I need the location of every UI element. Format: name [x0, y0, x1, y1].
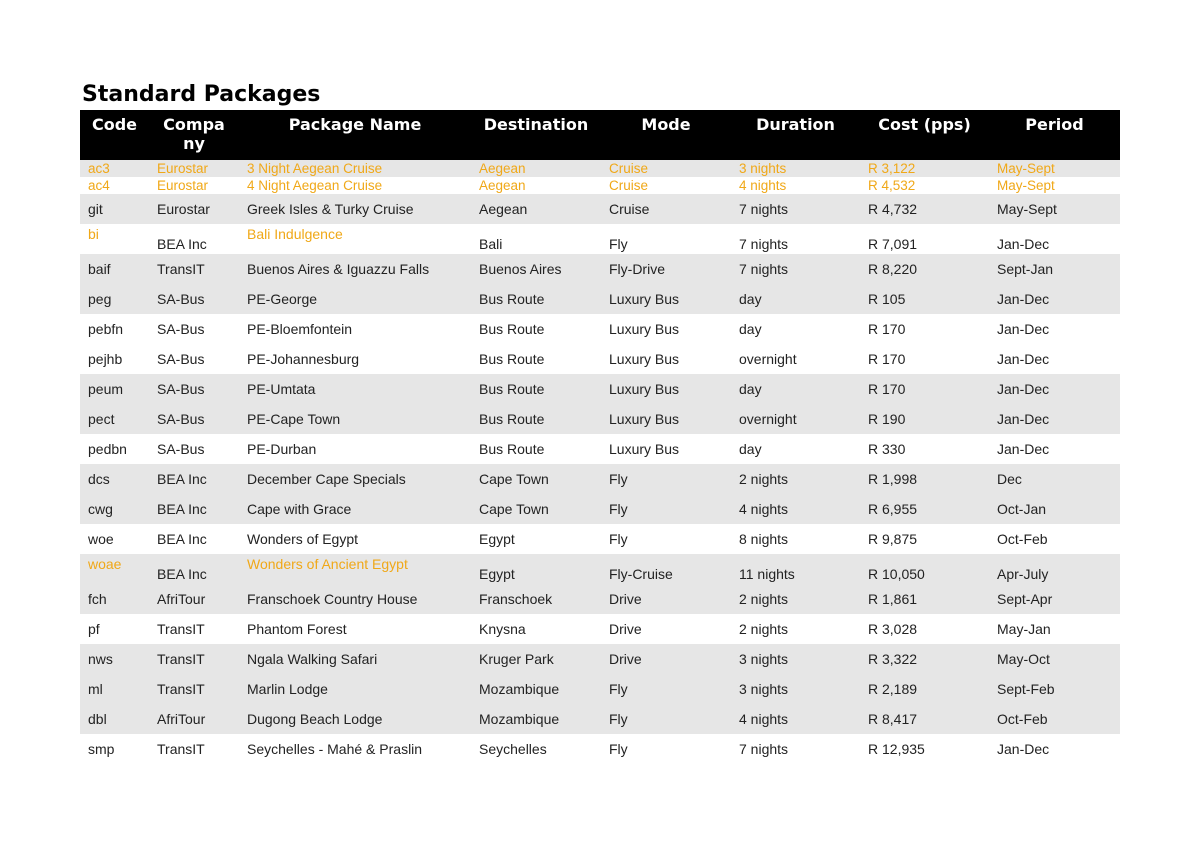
cell-period: Apr-July	[997, 566, 1049, 582]
header-duration: Duration	[756, 115, 835, 134]
cell-destination: Franschoek	[479, 591, 553, 607]
cell-mode: Fly	[609, 711, 628, 727]
cell-company: TransIT	[157, 681, 205, 697]
cell-company: SA-Bus	[157, 291, 205, 307]
cell-company: Eurostar	[157, 201, 210, 217]
cell-code: dcs	[88, 471, 110, 487]
cell-period: Oct-Jan	[997, 501, 1047, 517]
cell-package-name: PE-Johannesburg	[247, 351, 360, 367]
cell-cost: R 1,998	[868, 471, 918, 487]
cell-period: Jan-Dec	[997, 291, 1050, 307]
cell-duration: 11 nights	[739, 566, 795, 582]
cell-destination: Aegean	[479, 178, 526, 193]
cell-code: fch	[88, 591, 107, 607]
cell-duration: day	[739, 291, 762, 307]
cell-company: BEA Inc	[157, 471, 207, 487]
cell-company: BEA Inc	[157, 236, 207, 252]
cell-duration: day	[739, 381, 762, 397]
cell-code: pedbn	[88, 441, 127, 457]
table-row	[80, 284, 1120, 314]
cell-package-name: PE-Bloemfontein	[247, 321, 353, 337]
cell-mode: Luxury Bus	[609, 441, 680, 457]
cell-package-name: Wonders of Ancient Egypt	[247, 556, 408, 572]
cell-cost: R 1,861	[868, 591, 918, 607]
cell-duration: day	[739, 441, 762, 457]
cell-destination: Bus Route	[479, 381, 545, 397]
cell-mode: Cruise	[609, 201, 650, 217]
cell-duration: 8 nights	[739, 531, 789, 547]
cell-destination: Bus Route	[479, 291, 545, 307]
cell-package-name: Marlin Lodge	[247, 681, 328, 697]
cell-mode: Cruise	[609, 178, 649, 193]
header-package-name: Package Name	[288, 115, 422, 134]
cell-company: BEA Inc	[157, 531, 207, 547]
cell-duration: 2 nights	[739, 591, 789, 607]
cell-company: BEA Inc	[157, 501, 207, 517]
cell-period: May-Jan	[997, 621, 1051, 637]
cell-code: cwg	[88, 501, 113, 517]
cell-cost: R 7,091	[868, 236, 918, 252]
cell-cost: R 4,532	[868, 178, 916, 193]
cell-package-name: 3 Night Aegean Cruise	[247, 161, 383, 176]
cell-package-name: PE-Durban	[247, 441, 317, 457]
cell-cost: R 330	[868, 441, 906, 457]
cell-package-name: Phantom Forest	[247, 621, 347, 637]
cell-company: AfriTour	[157, 711, 206, 727]
cell-destination: Kruger Park	[479, 651, 554, 667]
cell-code: git	[88, 201, 103, 217]
header-code: Code	[91, 115, 138, 134]
table-row	[80, 464, 1120, 494]
header-company-line: ny	[183, 134, 205, 153]
cell-period: Dec	[997, 471, 1022, 487]
table-row	[80, 344, 1120, 374]
cell-package-name: Buenos Aires & Iguazzu Falls	[247, 261, 430, 277]
cell-duration: 3 nights	[739, 161, 787, 176]
cell-destination: Mozambique	[479, 681, 560, 697]
header-period: Period	[1025, 115, 1084, 134]
cell-company: SA-Bus	[157, 411, 205, 427]
cell-mode: Drive	[609, 591, 642, 607]
header-mode: Mode	[641, 115, 691, 134]
cell-company: TransIT	[157, 621, 205, 637]
cell-package-name: Cape with Grace	[247, 501, 352, 517]
cell-mode: Fly	[609, 741, 628, 757]
cell-company: SA-Bus	[157, 381, 205, 397]
table-row	[80, 434, 1120, 464]
cell-package-name: Ngala Walking Safari	[247, 651, 378, 667]
cell-code: nws	[88, 651, 113, 667]
cell-cost: R 170	[868, 351, 906, 367]
cell-mode: Fly	[609, 531, 628, 547]
cell-destination: Egypt	[479, 566, 515, 582]
table-row	[80, 160, 1120, 177]
cell-mode: Fly	[609, 471, 628, 487]
cell-code: pect	[88, 411, 115, 427]
cell-destination: Bali	[479, 236, 503, 252]
cell-cost: R 3,322	[868, 651, 918, 667]
cell-destination: Aegean	[479, 201, 528, 217]
table-row	[80, 644, 1120, 674]
cell-code: woae	[88, 556, 122, 572]
cell-period: Sept-Jan	[997, 261, 1054, 277]
cell-mode: Luxury Bus	[609, 321, 680, 337]
cell-cost: R 4,732	[868, 201, 918, 217]
cell-cost: R 8,220	[868, 261, 918, 277]
cell-period: May-Sept	[997, 161, 1055, 176]
cell-company: Eurostar	[157, 161, 209, 176]
cell-period: Jan-Dec	[997, 441, 1050, 457]
cell-mode: Luxury Bus	[609, 411, 680, 427]
table-header-row	[80, 110, 1120, 160]
cell-cost: R 170	[868, 381, 906, 397]
cell-company: TransIT	[157, 651, 205, 667]
cell-company: SA-Bus	[157, 351, 205, 367]
cell-destination: Knysna	[479, 621, 526, 637]
header-company	[149, 110, 239, 160]
cell-destination: Cape Town	[479, 471, 549, 487]
page-title: Standard Packages	[82, 82, 321, 107]
cell-code: ac3	[88, 161, 110, 176]
table-row	[80, 674, 1120, 704]
cell-duration: 7 nights	[739, 201, 789, 217]
cell-code: ac4	[88, 178, 110, 193]
cell-code: smp	[88, 741, 115, 757]
cell-code: dbl	[88, 711, 107, 727]
header-destination: Destination	[483, 115, 589, 134]
cell-cost: R 2,189	[868, 681, 918, 697]
cell-code: peum	[88, 381, 124, 397]
cell-cost: R 190	[868, 411, 906, 427]
cell-duration: day	[739, 321, 762, 337]
cell-duration: 4 nights	[739, 178, 787, 193]
cell-mode: Fly-Cruise	[609, 566, 673, 582]
cell-mode: Fly-Drive	[609, 261, 665, 277]
table-row	[80, 584, 1120, 614]
cell-package-name: Franschoek Country House	[247, 591, 418, 607]
cell-duration: 4 nights	[739, 711, 789, 727]
cell-period: May-Oct	[997, 651, 1050, 667]
packages-table	[80, 110, 1120, 764]
table-row	[80, 524, 1120, 554]
cell-mode: Cruise	[609, 161, 649, 176]
cell-code: woe	[88, 531, 114, 547]
cell-package-name: PE-Umtata	[247, 381, 316, 397]
cell-destination: Bus Route	[479, 321, 545, 337]
cell-destination: Bus Route	[479, 351, 545, 367]
cell-duration: 7 nights	[739, 261, 789, 277]
cell-destination: Mozambique	[479, 711, 560, 727]
cell-period: Sept-Feb	[997, 681, 1055, 697]
cell-destination: Bus Route	[479, 411, 545, 427]
cell-package-name: Dugong Beach Lodge	[247, 711, 383, 727]
cell-cost: R 170	[868, 321, 906, 337]
cell-mode: Drive	[609, 621, 642, 637]
table-row	[80, 314, 1120, 344]
cell-destination: Bus Route	[479, 441, 545, 457]
cell-period: Jan-Dec	[997, 411, 1050, 427]
cell-destination: Seychelles	[479, 741, 547, 757]
table-row	[80, 374, 1120, 404]
cell-cost: R 105	[868, 291, 906, 307]
cell-period: Oct-Feb	[997, 531, 1048, 547]
cell-mode: Luxury Bus	[609, 351, 680, 367]
cell-company: SA-Bus	[157, 321, 205, 337]
cell-destination: Egypt	[479, 531, 515, 547]
cell-company: AfriTour	[157, 591, 206, 607]
cell-cost: R 10,050	[868, 566, 925, 582]
cell-cost: R 3,028	[868, 621, 918, 637]
cell-code: bi	[88, 226, 99, 242]
cell-code: pejhb	[88, 351, 123, 367]
cell-mode: Luxury Bus	[609, 381, 680, 397]
table-row	[80, 404, 1120, 434]
cell-period: Jan-Dec	[997, 321, 1050, 337]
cell-period: Jan-Dec	[997, 236, 1050, 252]
cell-period: Oct-Feb	[997, 711, 1048, 727]
cell-code: pebfn	[88, 321, 124, 337]
cell-code: baif	[88, 261, 111, 277]
cell-mode: Fly	[609, 236, 628, 252]
cell-package-name: Seychelles - Mahé & Praslin	[247, 741, 423, 757]
cell-package-name: December Cape Specials	[247, 471, 406, 487]
cell-duration: 2 nights	[739, 471, 789, 487]
cell-period: Sept-Apr	[997, 591, 1053, 607]
cell-period: Jan-Dec	[997, 741, 1050, 757]
cell-mode: Luxury Bus	[609, 291, 680, 307]
cell-mode: Drive	[609, 651, 642, 667]
cell-duration: 7 nights	[739, 741, 789, 757]
cell-package-name: Greek Isles & Turky Cruise	[247, 201, 414, 217]
table-row	[80, 224, 1120, 254]
cell-company: TransIT	[157, 741, 205, 757]
cell-package-name: Wonders of Egypt	[247, 531, 359, 547]
table-row	[80, 704, 1120, 734]
cell-package-name: PE-George	[247, 291, 318, 307]
cell-duration: 3 nights	[739, 651, 789, 667]
table-row	[80, 554, 1120, 584]
cell-duration: 3 nights	[739, 681, 789, 697]
cell-destination: Cape Town	[479, 501, 549, 517]
cell-package-name: Bali Indulgence	[247, 226, 343, 242]
cell-period: May-Sept	[997, 201, 1057, 217]
cell-package-name: 4 Night Aegean Cruise	[247, 178, 383, 193]
cell-mode: Fly	[609, 501, 628, 517]
cell-company: TransIT	[157, 261, 205, 277]
cell-duration: 4 nights	[739, 501, 789, 517]
cell-duration: overnight	[739, 351, 797, 367]
header-company-line: Compa	[163, 115, 225, 134]
cell-code: pf	[88, 621, 100, 637]
cell-destination: Buenos Aires	[479, 261, 562, 277]
cell-code: ml	[88, 681, 103, 697]
table-row	[80, 614, 1120, 644]
cell-duration: overnight	[739, 411, 797, 427]
cell-duration: 2 nights	[739, 621, 789, 637]
cell-cost: R 9,875	[868, 531, 918, 547]
cell-mode: Fly	[609, 681, 628, 697]
header-cost: Cost (pps)	[878, 115, 971, 134]
cell-cost: R 6,955	[868, 501, 918, 517]
cell-destination: Aegean	[479, 161, 526, 176]
table-row	[80, 177, 1120, 194]
cell-duration: 7 nights	[739, 236, 789, 252]
cell-cost: R 12,935	[868, 741, 925, 757]
cell-cost: R 8,417	[868, 711, 918, 727]
cell-package-name: PE-Cape Town	[247, 411, 341, 427]
cell-cost: R 3,122	[868, 161, 916, 176]
cell-company: BEA Inc	[157, 566, 207, 582]
cell-period: Jan-Dec	[997, 381, 1050, 397]
cell-period: Jan-Dec	[997, 351, 1050, 367]
table-row	[80, 194, 1120, 224]
cell-code: peg	[88, 291, 112, 307]
cell-company: SA-Bus	[157, 441, 205, 457]
table-row	[80, 254, 1120, 284]
table-row	[80, 734, 1120, 764]
cell-period: May-Sept	[997, 178, 1055, 193]
cell-company: Eurostar	[157, 178, 209, 193]
table-row	[80, 494, 1120, 524]
